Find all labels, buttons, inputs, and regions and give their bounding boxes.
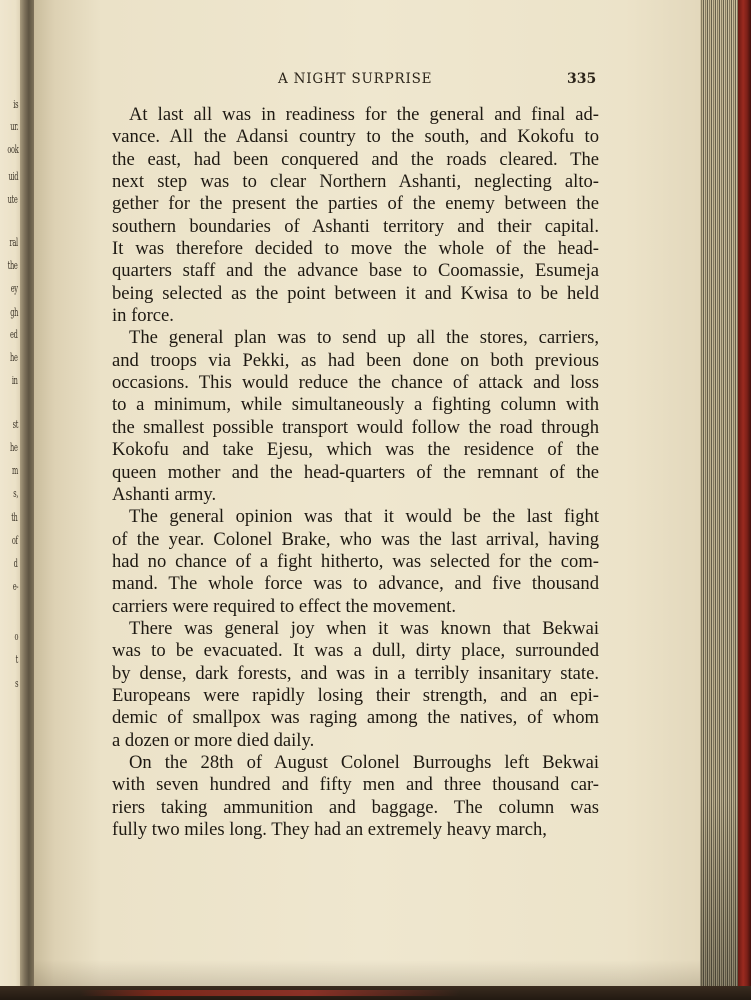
text-line: Ashanti army. — [112, 483, 217, 505]
text-line: At last all was in readiness for the general and final ad- — [129, 104, 599, 125]
text-line: and troops via Pekki, as had been done on both previous — [112, 349, 599, 371]
text-line: had no chance of a fight hitherto, was selected for the com- — [112, 550, 599, 572]
paragraph — [112, 104, 599, 327]
text-line: On the 28th of August Colonel Burroughs left Bekwai — [129, 751, 599, 773]
text-line: with seven hundred and fifty men and three thousand car- — [112, 774, 599, 796]
facing-page-fragment: ook — [6, 143, 18, 156]
text-line: occasions. This would reduce the chance of attack and loss — [112, 372, 599, 394]
page-body-text — [112, 104, 599, 841]
facing-page-fragment: of — [12, 534, 18, 547]
text-line: It was therefore decided to move the whole of the head- — [112, 238, 599, 260]
facing-page-fragment: th — [11, 511, 18, 524]
book-cover-edge — [738, 0, 751, 1000]
text-line: in force. — [112, 305, 174, 327]
facing-page-fragment: e- — [12, 580, 18, 593]
facing-page-fragment: ral — [9, 236, 18, 249]
text-line: a dozen or more died daily. — [112, 729, 315, 751]
facing-page-fragment: gh — [10, 306, 18, 319]
text-line: mand. The whole force was to advance, and five thousand — [112, 573, 599, 595]
text-line: Kokofu and take Ejesu, which was the residence of the — [112, 439, 599, 461]
facing-page-fragment: he — [10, 441, 18, 454]
facing-page-fragment: st — [12, 418, 18, 431]
left-page-text-fragments — [0, 0, 22, 1000]
facing-page-fragment: ur. — [10, 120, 18, 133]
page-edges-stack — [700, 0, 740, 1000]
text-line: riers taking ammunition and baggage. The column was — [112, 796, 599, 818]
facing-page-fragment: o — [14, 630, 18, 643]
text-line: carriers were required to effect the movement. — [112, 595, 456, 617]
text-line: quarters staff and the advance base to Coomassie, Esumeja — [112, 260, 599, 282]
facing-page-fragment: uid — [8, 170, 18, 183]
text-line: the east, had been conquered and the roads cleared. The — [112, 148, 599, 170]
text-line: The general opinion was that it would be the last fight — [129, 506, 599, 528]
text-line: of the year. Colonel Brake, who was the last arrival, having — [112, 528, 599, 550]
text-line: to a minimum, while simultaneously a fighting column with — [112, 394, 599, 416]
page-number: 335 — [567, 71, 597, 87]
facing-page-fragment: in — [12, 374, 18, 387]
text-line: vance. All the Adansi country to the south, and Kokofu to — [112, 126, 599, 148]
facing-page-fragment: is — [13, 98, 18, 111]
running-head-title: A NIGHT SURPRISE — [278, 71, 433, 87]
text-line: was to be evacuated. It was a dull, dirty place, surrounded — [112, 640, 599, 662]
paragraph — [112, 327, 599, 506]
facing-page-fragment: d — [14, 557, 18, 570]
paragraph — [112, 752, 599, 841]
paragraph — [112, 506, 599, 618]
facing-page-fragment: the — [8, 259, 18, 272]
facing-page-fragment: he — [10, 351, 18, 364]
facing-page-fragment: s, — [13, 487, 18, 500]
facing-page-fragment: m — [12, 464, 18, 477]
text-line: being selected as the point between it and Kwisa to be held — [112, 282, 599, 304]
text-line: southern boundaries of Ashanti territory and their capital. — [112, 215, 599, 237]
text-line: queen mother and the head-quarters of the remnant of the — [112, 461, 599, 483]
text-line: The general plan was to send up all the stores, carriers, — [129, 327, 599, 349]
facing-page-fragment: ed — [10, 328, 18, 341]
text-line: next step was to clear Northern Ashanti, neglecting alto- — [112, 171, 599, 193]
text-line: There was general joy when it was known that Bekwai — [129, 617, 599, 639]
facing-page-fragment: ute — [8, 193, 18, 206]
facing-page-fragment: s — [14, 677, 18, 690]
text-line: demic of smallpox was raging among the natives, of whom — [112, 707, 599, 729]
facing-page-fragment: t — [15, 653, 18, 666]
text-line: by dense, dark forests, and was in a terribly insanitary state. — [112, 662, 599, 684]
paragraph — [112, 618, 599, 752]
text-line: Europeans were rapidly losing their strength, and an epi- — [112, 684, 599, 706]
text-line: fully two miles long. They had an extremely heavy march, — [112, 819, 547, 840]
text-line: gether for the present the parties of the enemy between the — [112, 193, 599, 215]
bottom-cover-edge — [80, 990, 460, 996]
facing-page-fragment: ey — [10, 282, 18, 295]
text-line: the smallest possible transport would follow the road through — [112, 416, 599, 438]
